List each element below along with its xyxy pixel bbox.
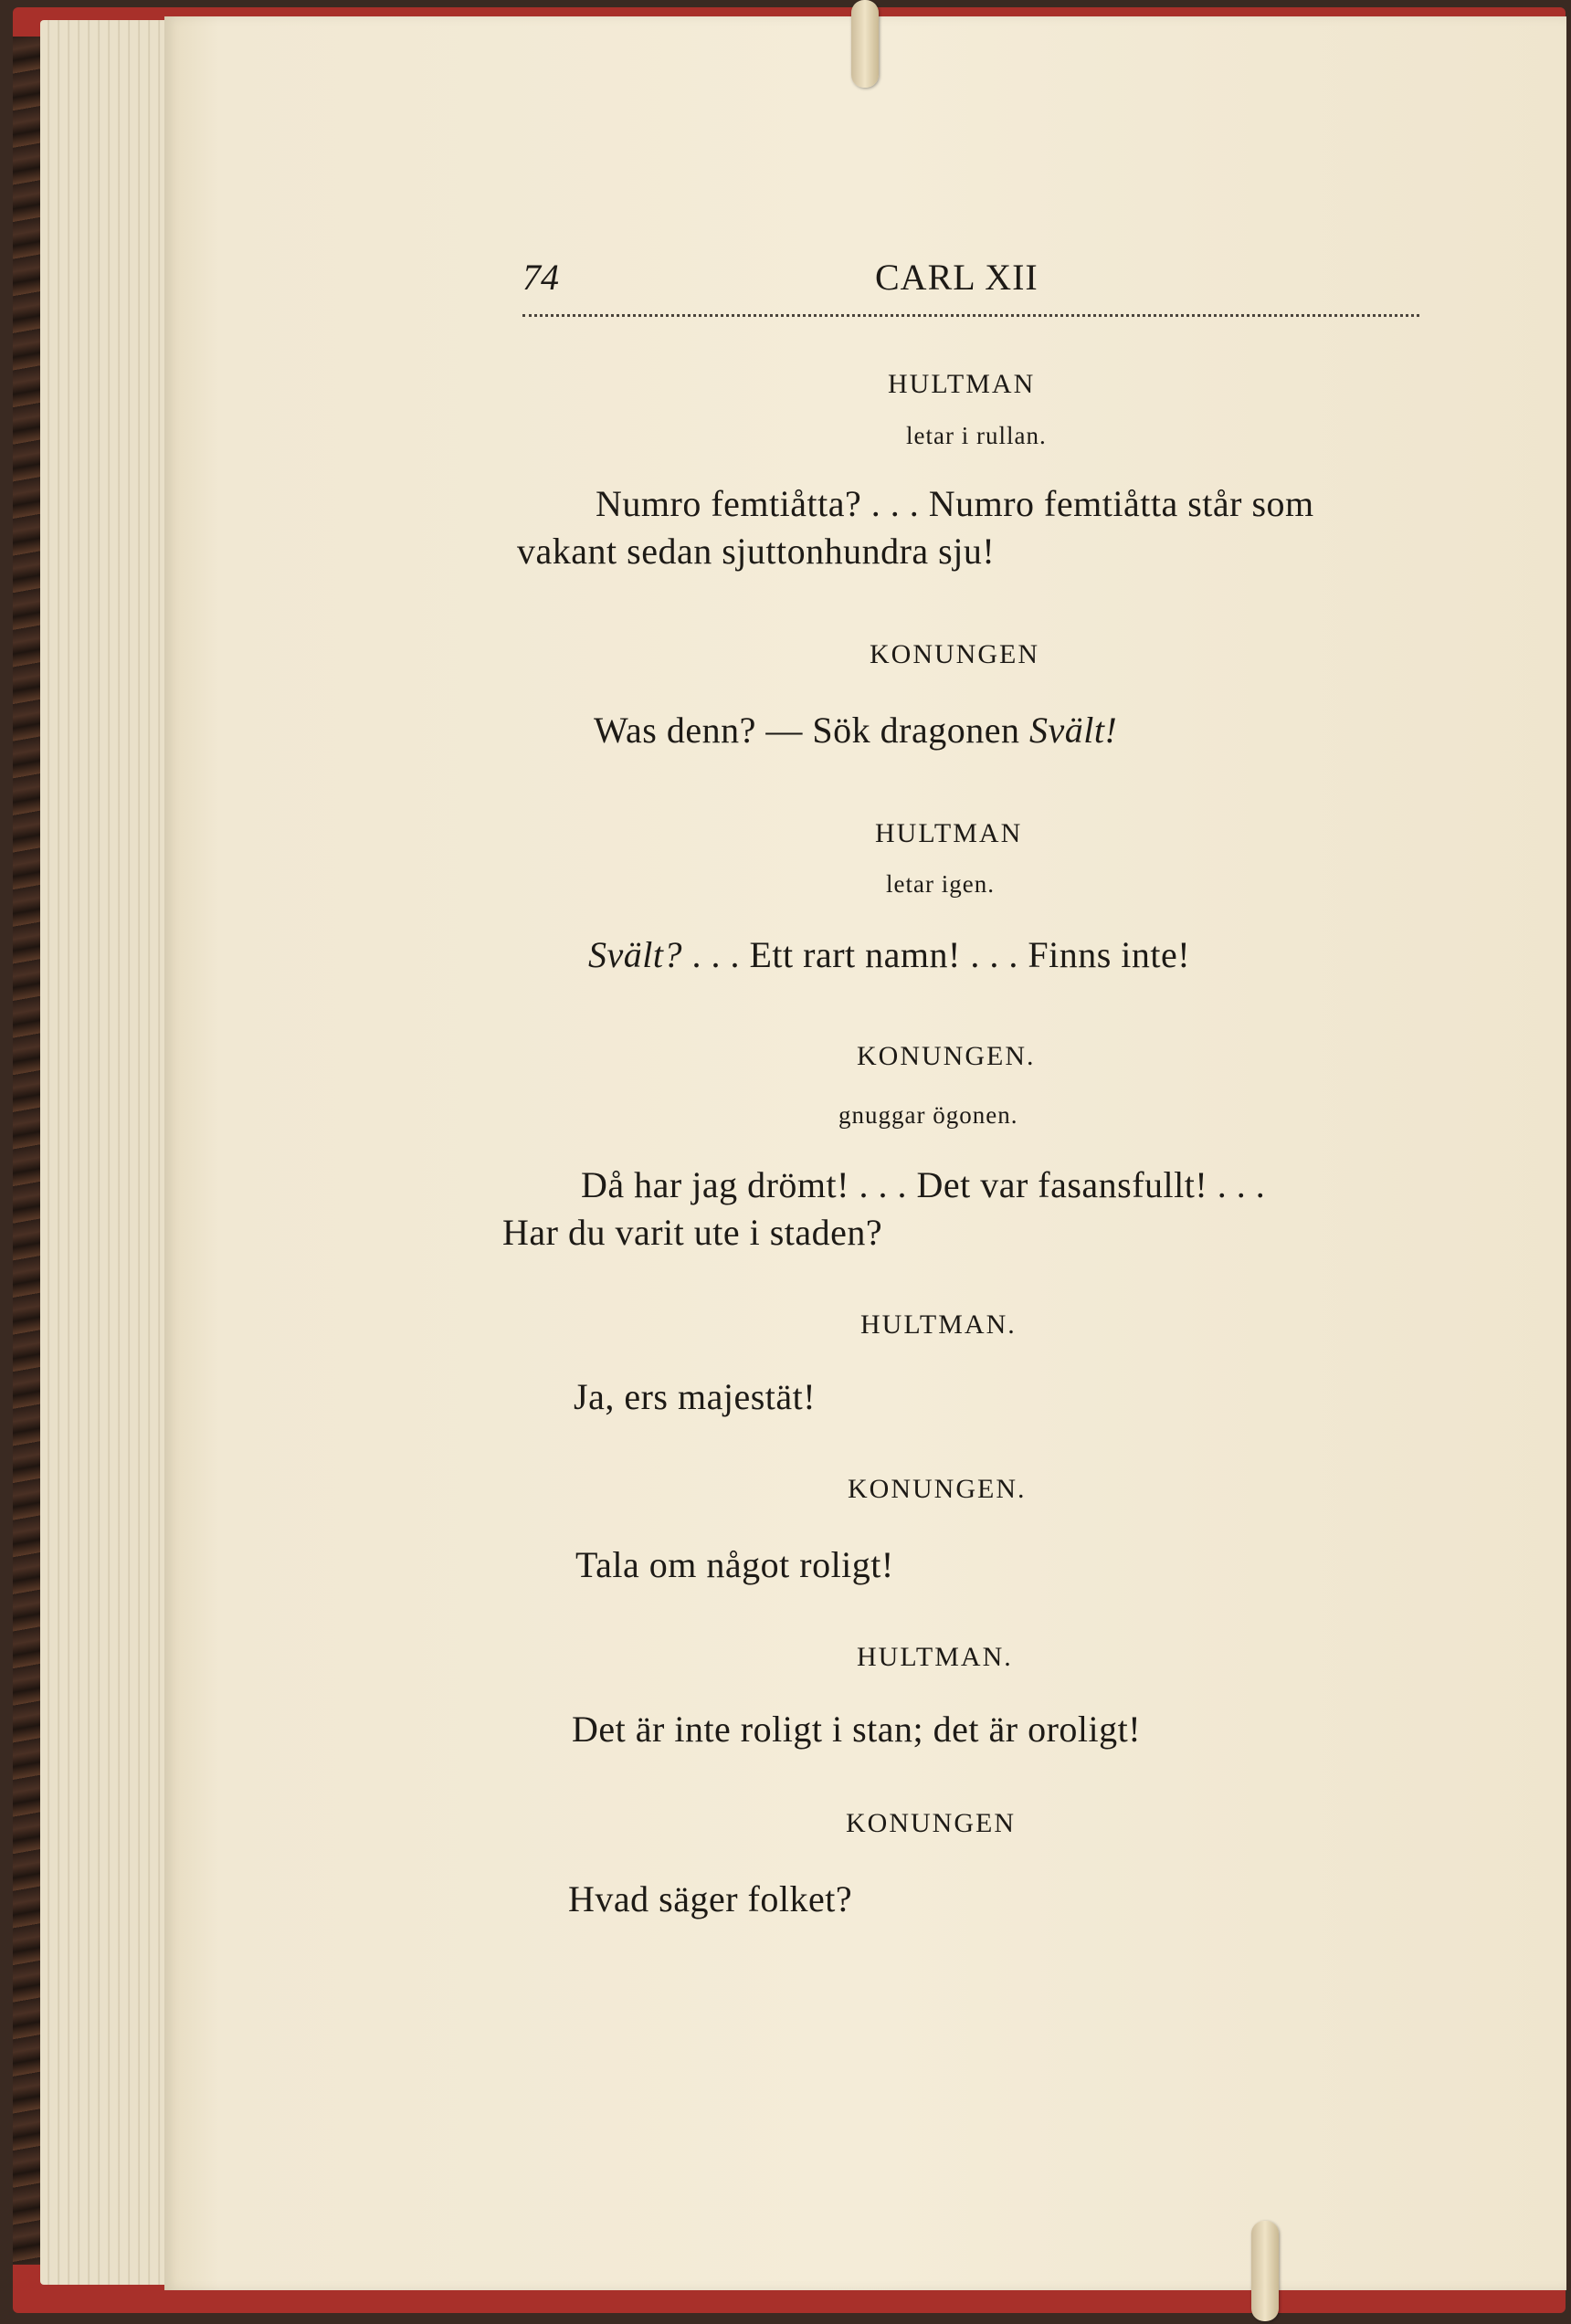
dialogue-line-text: . . . Ett rart namn! . . . Finns inte! xyxy=(681,934,1191,975)
stage-direction: letar igen. xyxy=(886,870,995,898)
dialogue-line: Då har jag drömt! . . . Det var fasansfullt! . . . xyxy=(581,1164,1266,1205)
speaker-konungen: KONUNGEN. xyxy=(848,1474,1027,1504)
dialogue-line-text: Was denn? — Sök dragonen xyxy=(594,710,1020,751)
speaker-hultman: HULTMAN xyxy=(875,818,1023,848)
speaker-konungen: KONUNGEN xyxy=(846,1808,1016,1838)
stage-direction: gnuggar ögonen. xyxy=(838,1101,1018,1129)
dialogue-line: Hvad säger folket? xyxy=(568,1878,853,1919)
dialogue-line: Har du varit ute i staden? xyxy=(502,1212,883,1253)
speaker-hultman: HULTMAN xyxy=(888,369,1036,399)
page-edges xyxy=(40,20,168,2285)
stage-direction: letar i rullan. xyxy=(906,422,1047,449)
dialogue-line: Ja, ers majestät! xyxy=(574,1376,817,1417)
speaker-hultman: HULTMAN. xyxy=(857,1642,1013,1672)
bookmark-ribbon-bottom xyxy=(1251,2221,1279,2321)
dialogue-line: Tala om något roligt! xyxy=(575,1544,894,1585)
speaker-konungen: KONUNGEN. xyxy=(857,1041,1036,1071)
dialogue-line xyxy=(588,933,1190,976)
dialogue-line: vakant sedan sjuttonhundra sju! xyxy=(517,531,996,572)
speaker-hultman: HULTMAN. xyxy=(860,1309,1017,1340)
page-number: 74 xyxy=(522,257,559,298)
bookmark-ribbon-top xyxy=(851,0,879,88)
speaker-konungen: KONUNGEN xyxy=(870,639,1039,669)
dialogue-line-italic: Svält? xyxy=(588,934,682,975)
running-title: CARL XII xyxy=(875,257,1039,298)
book-page xyxy=(164,16,1566,2290)
dialogue-line: Numro femtiåtta? . . . Numro femtiåtta står som xyxy=(596,483,1314,524)
header-rule xyxy=(522,314,1419,317)
dialogue-line xyxy=(594,709,1117,752)
dialogue-line-italic: Svält! xyxy=(1028,710,1118,751)
dialogue-line: Det är inte roligt i stan; det är oroligt! xyxy=(572,1709,1142,1750)
